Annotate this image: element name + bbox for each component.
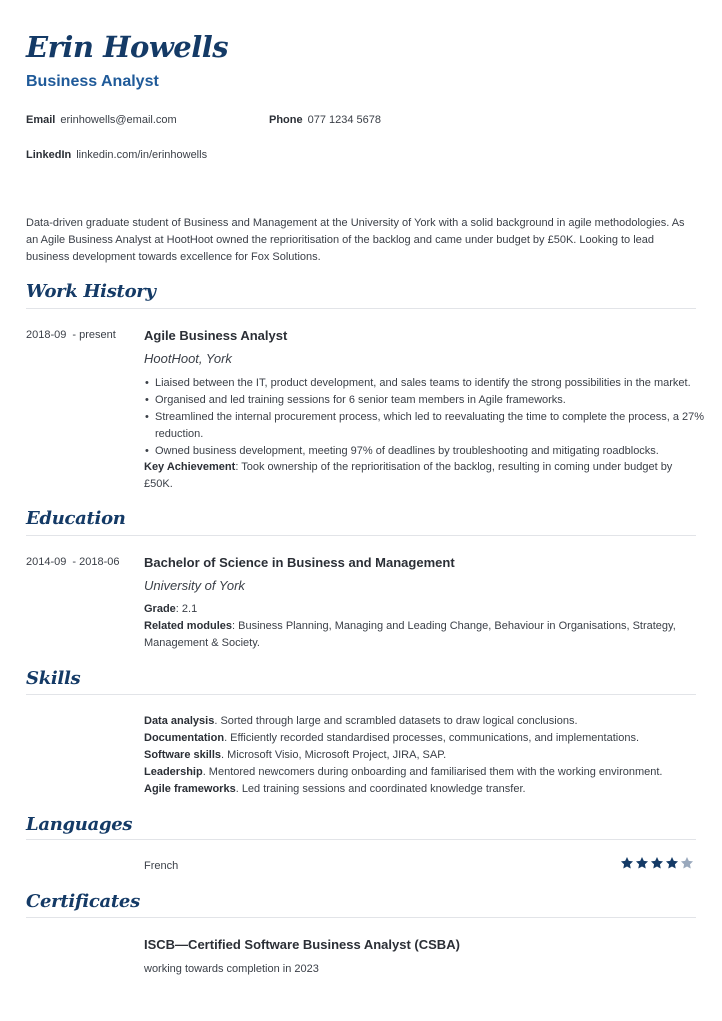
section-divider (26, 308, 696, 309)
job-role: Business Analyst (26, 73, 159, 90)
linkedin-label: LinkedIn (26, 149, 72, 161)
section-title-work: Work History (26, 281, 156, 302)
work-key-achievement (144, 459, 696, 493)
skill-label: Agile frameworks (144, 783, 236, 795)
star-empty-icon (680, 856, 694, 870)
star-filled-icon (650, 856, 664, 870)
skill-text: . Sorted through large and scrambled datasets to draw logical conclusions. (214, 715, 578, 727)
star-filled-icon (665, 856, 679, 870)
work-bullet-list (144, 375, 707, 460)
education-dates (26, 556, 119, 568)
language-rating (620, 856, 694, 870)
skill-text: . Efficiently recorded standardised processes, communications, and implementations. (224, 732, 640, 744)
skills-list (144, 713, 696, 798)
candidate-name: Erin Howells (26, 30, 229, 64)
modules-text: : Business Planning, Managing and Leading Change, Behaviour in Organisations, Strategy, Management & Society. (144, 620, 676, 649)
work-date-end: - present (72, 329, 116, 341)
section-title-skills: Skills (26, 668, 81, 689)
work-bullet-item: • Organised and led training sessions for 6 senior team members in Agile frameworks. (155, 392, 707, 409)
skill-label: Leadership (144, 766, 203, 778)
phone-label: Phone (269, 114, 303, 126)
work-bullet-item: • Owned business development, meeting 97% of deadlines by troubleshooting and mitigating roadblocks. (155, 443, 707, 460)
section-title-education: Education (26, 508, 126, 529)
work-date-start: 2018-09 (26, 329, 67, 341)
skill-label: Software skills (144, 749, 222, 761)
skill-text: . Microsoft Visio, Microsoft Project, JIRA, SAP. (221, 749, 447, 761)
section-title-certificates: Certificates (26, 891, 140, 912)
work-bullet-item: • Streamlined the internal procurement process, which led to reevaluating the time to complete the process, a 27% reduction. (155, 409, 707, 443)
grade-text: : 2.1 (175, 603, 198, 615)
education-date-end: - 2018-06 (72, 556, 120, 568)
education-school: University of York (144, 578, 245, 593)
skill-item (144, 713, 696, 730)
modules-label: Related modules (144, 620, 233, 632)
work-company: HootHoot, York (144, 351, 232, 366)
contact-email (26, 114, 177, 126)
key-achievement-text: : Took ownership of the reprioritisation of the backlog, resulting in coming under budget by £50K. (144, 461, 673, 490)
section-divider (26, 535, 696, 536)
language-name: French (144, 860, 179, 872)
skill-label: Data analysis (144, 715, 215, 727)
star-filled-icon (620, 856, 634, 870)
education-grade (144, 601, 696, 618)
phone-value: 077 1234 5678 (307, 114, 382, 126)
education-details (144, 601, 696, 652)
work-job-title: Agile Business Analyst (144, 328, 288, 343)
profile-summary: Data-driven graduate student of Business and Management at the University of York with a solid background in agile methodologies. As an Agile Business Analyst at HootHoot owned the reprioritisation of the backlog and came under budget by £50K. Looking to lead business development towards excellence for Fox Solutions. (26, 217, 685, 263)
work-bullet-item: • Liaised between the IT, product development, and sales teams to identify the strong possibilities in the market. (155, 375, 707, 392)
certificate-name: ISCB—Certified Software Business Analyst (CSBA) (144, 937, 460, 952)
skill-label: Documentation (144, 732, 225, 744)
skill-item (144, 730, 696, 747)
email-label: Email (26, 114, 56, 126)
contact-linkedin (26, 149, 207, 161)
section-divider (26, 839, 696, 840)
skill-text: . Led training sessions and coordinated knowledge transfer. (235, 783, 526, 795)
skill-item (144, 747, 696, 764)
skill-item (144, 781, 696, 798)
section-divider (26, 917, 696, 918)
section-divider (26, 694, 696, 695)
grade-label: Grade (144, 603, 176, 615)
star-filled-icon (635, 856, 649, 870)
key-achievement-label: Key Achievement (144, 461, 236, 473)
contact-phone (269, 114, 381, 126)
skill-text: . Mentored newcomers during onboarding and familiarised them with the working environment. (202, 766, 663, 778)
education-date-start: 2014-09 (26, 556, 67, 568)
certificate-note: working towards completion in 2023 (144, 963, 319, 975)
education-degree: Bachelor of Science in Business and Management (144, 555, 455, 570)
linkedin-value: linkedin.com/in/erinhowells (76, 149, 208, 161)
skill-item (144, 764, 696, 781)
section-title-languages: Languages (26, 814, 133, 835)
work-dates (26, 329, 116, 341)
education-modules (144, 618, 696, 652)
email-value: erinhowells@email.com (60, 114, 177, 126)
